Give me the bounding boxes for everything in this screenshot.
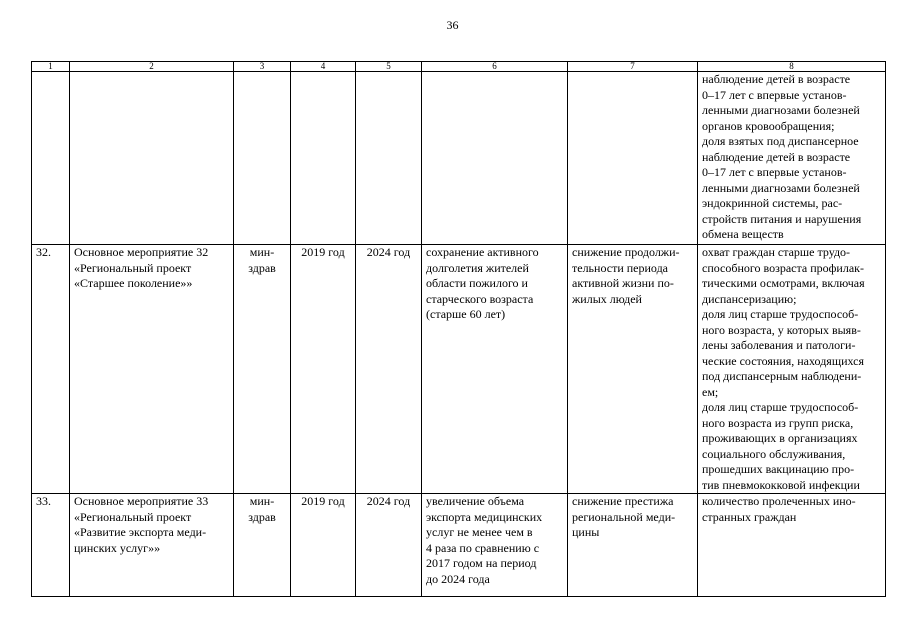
cell-measure-name: Основное мероприятие 33 «Региональный проект «Развитие экспорта меди- цинских услуг»» [70, 494, 234, 597]
table-row-33 [32, 494, 886, 597]
page-number: 36 [446, 18, 459, 32]
table-row-continued [32, 72, 886, 245]
program-table [31, 61, 886, 597]
column-number: 2 [70, 62, 234, 72]
cell-expected-result [422, 72, 568, 245]
cell-number [32, 72, 70, 245]
column-number: 3 [234, 62, 291, 72]
column-number: 5 [356, 62, 422, 72]
column-number: 8 [698, 62, 886, 72]
cell-end-year [356, 72, 422, 245]
cell-expected-result: увеличение объема экспорта медицинских услуг не менее чем в 4 раза по сравнению с 2017 годом на период до 2024 года [422, 494, 568, 597]
cell-consequences: снижение продолжи- тельности периода активной жизни по- жилых людей [568, 245, 698, 494]
column-number: 4 [291, 62, 356, 72]
cell-indicators: охват граждан старше трудо- способного возраста профилак- тическими осмотрами, включая диспансеризацию; доля лиц старше трудоспособ- ного возраста, у которых выяв- лены заболевания и патологи- ческие состояния, находящихся под диспансерным наблюдени- ем; доля лиц старше трудоспособ- ного возраста из групп риска, проживающих в организациях социального обслуживания, прошедших вакцинацию про- тив пневмококковой инфекции [698, 245, 886, 494]
cell-start-year: 2019 год [291, 245, 356, 494]
cell-executor: мин- здрав [234, 245, 291, 494]
column-number: 6 [422, 62, 568, 72]
cell-start-year [291, 72, 356, 245]
cell-start-year: 2019 год [291, 494, 356, 597]
cell-consequences [568, 72, 698, 245]
cell-consequences: снижение престижа региональной меди- цины [568, 494, 698, 597]
table-row-32 [32, 245, 886, 494]
cell-measure-name: Основное мероприятие 32 «Региональный проект «Старшее поколение»» [70, 245, 234, 494]
column-number: 1 [32, 62, 70, 72]
cell-executor: мин- здрав [234, 494, 291, 597]
cell-end-year: 2024 год [356, 494, 422, 597]
cell-measure-name [70, 72, 234, 245]
cell-expected-result: сохранение активного долголетия жителей области пожилого и старческого возраста (старше 60 лет) [422, 245, 568, 494]
cell-end-year: 2024 год [356, 245, 422, 494]
cell-number: 32. [32, 245, 70, 494]
column-number-row [32, 62, 886, 72]
cell-executor [234, 72, 291, 245]
cell-number: 33. [32, 494, 70, 597]
cell-indicators: наблюдение детей в возрасте 0–17 лет с впервые установ- ленными диагнозами болезней органов кровообращения; доля взятых под диспансерное наблюдение детей в возрасте 0–17 лет с впервые установ- ленными диагнозами болезней эндокринной системы, рас- стройств питания и нарушения обмена веществ [698, 72, 886, 245]
column-number: 7 [568, 62, 698, 72]
cell-indicators: количество пролеченных ино- странных граждан [698, 494, 886, 597]
